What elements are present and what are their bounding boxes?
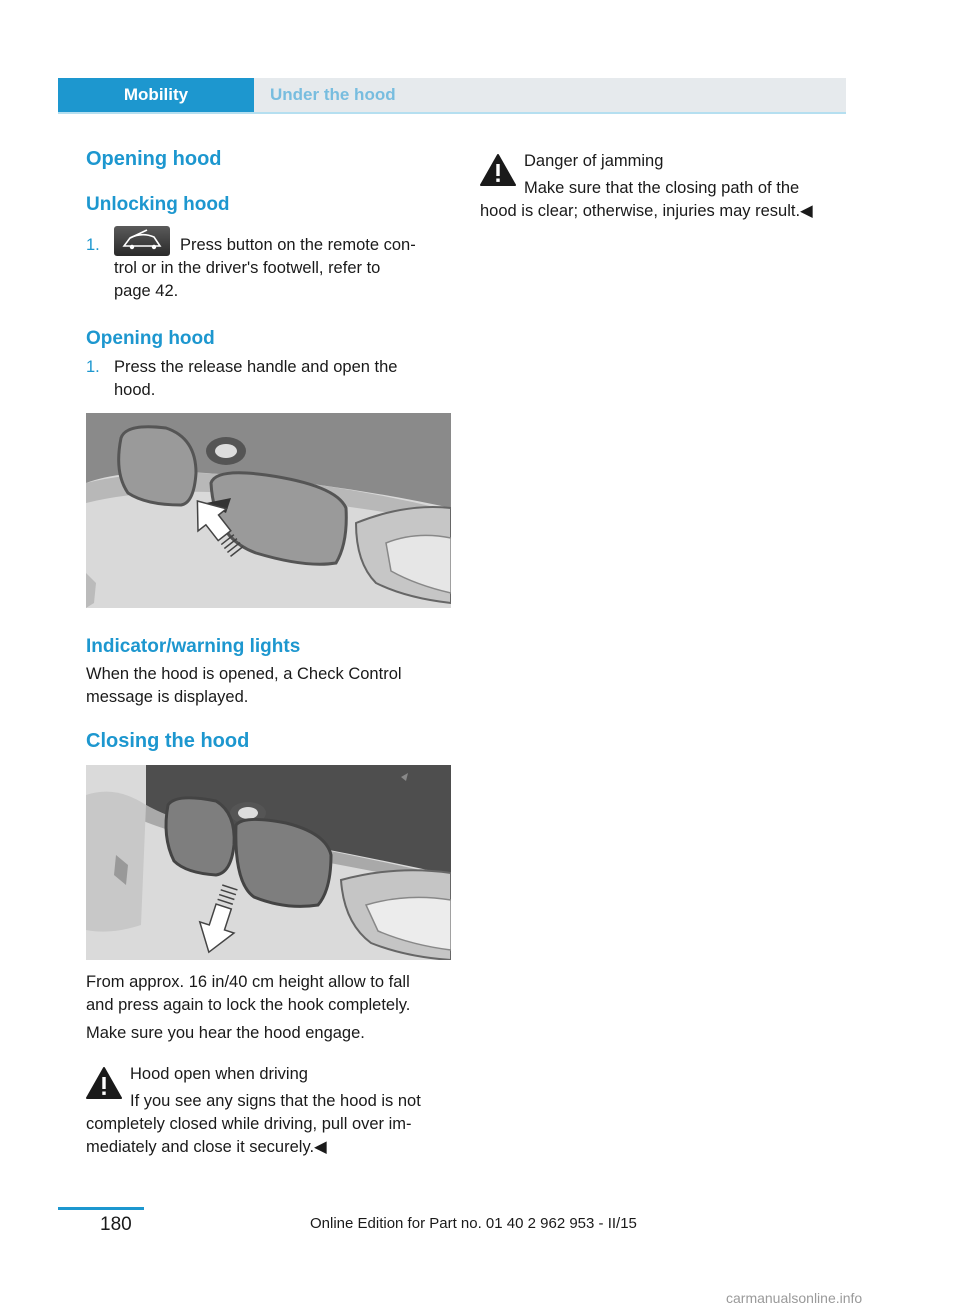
page-number: 180	[100, 1214, 132, 1235]
warning-triangle-icon	[480, 153, 516, 192]
indicator-text-line2: message is displayed.	[86, 688, 249, 706]
closing-text-line2: and press again to lock the hook completely.	[86, 996, 411, 1014]
heading-opening-hood-2: Opening hood	[86, 328, 215, 349]
step-number: 1.	[86, 358, 100, 376]
step2-text-line1: Press the release handle and open the	[114, 358, 398, 376]
warning-title: Hood open when driving	[130, 1065, 308, 1083]
step1-text-line2: trol or in the driver's footwell, refer to	[114, 259, 381, 277]
warning-text-line3: mediately and close it securely.◀	[86, 1138, 327, 1156]
warning-title: Danger of jamming	[524, 152, 664, 170]
edition-info: Online Edition for Part no. 01 40 2 962 953 - II/15	[310, 1215, 637, 1232]
warning-text-line2: hood is clear; otherwise, injuries may result.◀	[480, 202, 813, 220]
warning-text-line1: Make sure that the closing path of the	[524, 179, 800, 197]
warning-text-line2: completely closed while driving, pull over im‐	[86, 1115, 412, 1133]
closing-text-line1: From approx. 16 in/40 cm height allow to fall	[86, 973, 410, 991]
heading-opening-hood: Opening hood	[86, 148, 222, 170]
step1-text-line1: Press button on the remote con‐	[180, 236, 416, 254]
heading-closing-the-hood: Closing the hood	[86, 730, 250, 752]
hood-closing-illustration	[86, 765, 451, 960]
heading-indicator-warning-lights: Indicator/warning lights	[86, 636, 301, 657]
chapter-title: Under the hood	[270, 85, 396, 104]
indicator-text-line1: When the hood is opened, a Check Control	[86, 665, 402, 683]
warning-text-line1: If you see any signs that the hood is not	[130, 1092, 421, 1110]
step-number: 1.	[86, 236, 100, 254]
footer-rule	[58, 1207, 144, 1210]
closing-text-line3: Make sure you hear the hood engage.	[86, 1024, 365, 1042]
step1-text-line3: page 42.	[114, 282, 179, 300]
warning-triangle-icon	[86, 1066, 122, 1105]
section-tab: Mobility	[58, 78, 254, 112]
watermark: carmanualsonline.info	[726, 1290, 863, 1306]
hood-button-icon	[114, 226, 170, 256]
hood-release-illustration	[86, 413, 451, 608]
step2-text-line2: hood.	[114, 381, 156, 399]
heading-unlocking-hood: Unlocking hood	[86, 194, 230, 215]
